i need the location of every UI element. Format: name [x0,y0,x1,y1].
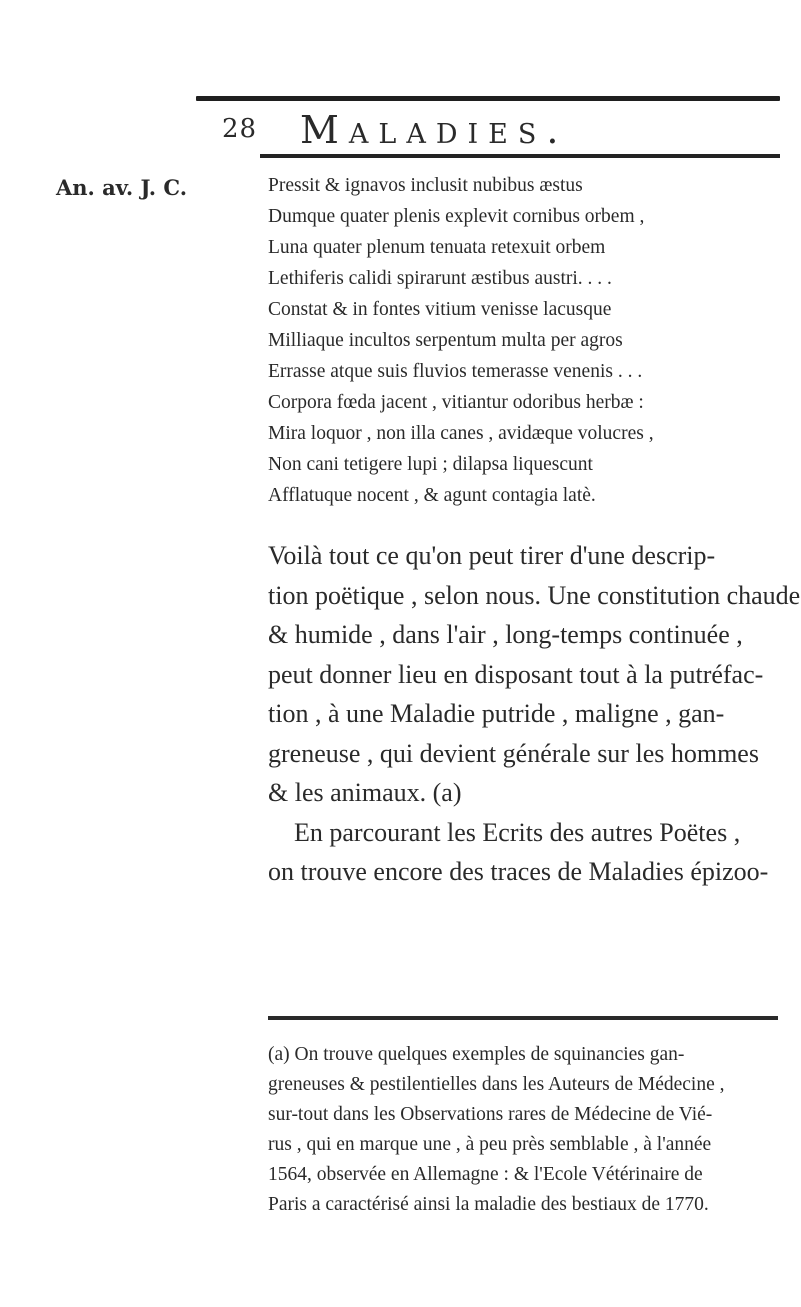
poem-line: Dumque quater plenis explevit cornibus orbem , [268,206,645,227]
page-number: 28 [222,114,258,144]
poem-line: Pressit & ignavos inclusit nubibus æstus [268,175,583,196]
prose-line: tion , à une Maladie putride , maligne , gan- [268,699,725,728]
footnote-line: greneuses & pestilentielles dans les Auteurs de Médecine , [268,1074,725,1095]
footnote-line: Paris a caractérisé ainsi la maladie des bestiaux de 1770. [268,1194,709,1215]
poem-line: Errasse atque suis fluvios temerasse venenis . . . [268,361,643,382]
margin-note: An. av. J. C. [56,175,188,200]
poem-line: Corpora fœda jacent , vitiantur odoribus herbæ : [268,392,644,413]
poem-line: Non cani tetigere lupi ; dilapsa liquescunt [268,454,593,475]
running-title: Maladies. [300,108,569,152]
footnote-line: (a) On trouve quelques exemples de squinancies gan- [268,1044,685,1065]
footnote-line: sur-tout dans les Observations rares de Médecine de Vié- [268,1104,713,1125]
poem-line: Lethiferis calidi spirarunt æstibus austri. . . . [268,268,612,289]
prose-line: & les animaux. (a) [268,778,462,807]
poem-line: Milliaque incultos serpentum multa per agros [268,330,623,351]
prose-line: tion poëtique , selon nous. Une constitution chaude [268,580,801,610]
poem-line: Luna quater plenum tenuata retexuit orbem [268,237,606,258]
footnotes [268,1040,788,1220]
prose-line: on trouve encore des traces de Maladies épizoo- [268,857,769,886]
footnote-rule [268,1016,778,1020]
footnote-line: 1564, observée en Allemagne : & l'Ecole Vétérinaire de [268,1164,703,1185]
prose-line: En parcourant les Ecrits des autres Poëtes , [294,817,741,847]
prose-body [268,536,801,892]
footnote-line: rus , qui en marque une , à peu près semblable , à l'année [268,1134,712,1155]
prose-line: & humide , dans l'air , long-temps continuée , [268,620,743,649]
prose-line: greneuse , qui devient générale sur les hommes [268,738,759,768]
prose-line: peut donner lieu en disposant tout à la putréfac- [268,659,764,689]
header-rule-top [196,96,780,101]
poem-line: Mira loquor , non illa canes , avidæque volucres , [268,423,654,444]
poem-line: Afflatuque nocent , & agunt contagia latè. [268,485,596,506]
prose-line: Voilà tout ce qu'on peut tirer d'une descrip- [268,541,716,570]
latin-poem [268,170,788,511]
header-rule-bottom [260,154,780,158]
poem-line: Constat & in fontes vitium venisse lacusque [268,299,612,320]
